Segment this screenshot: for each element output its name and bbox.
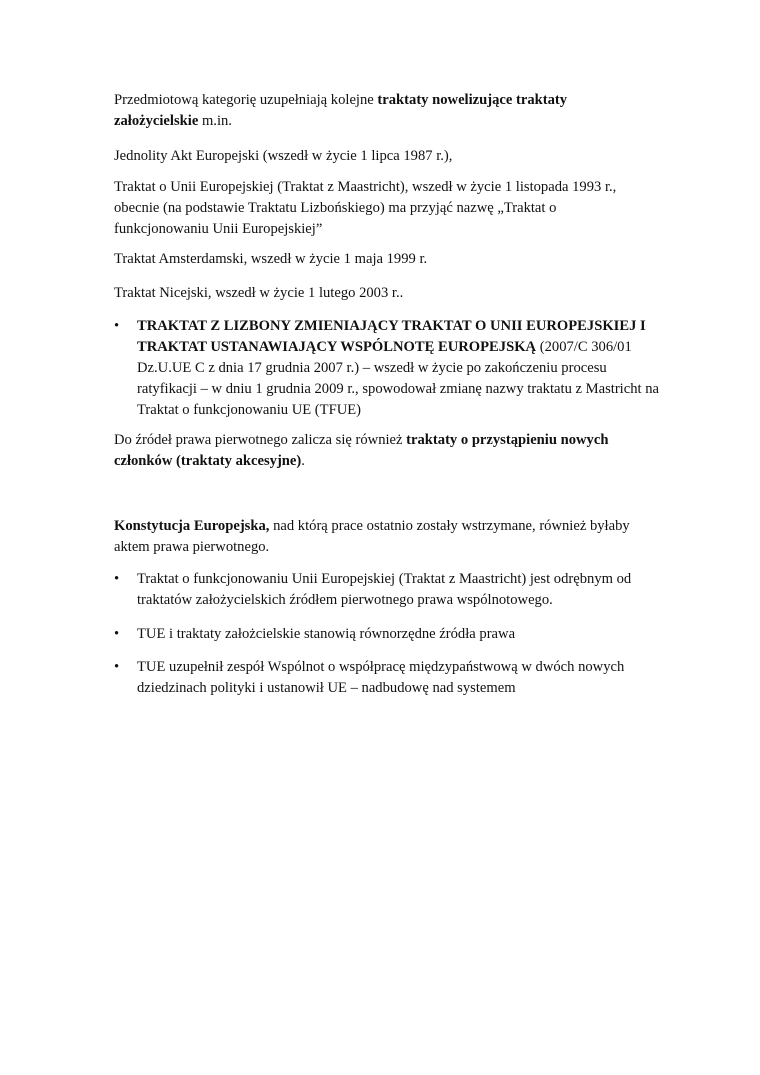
list-item: TUE uzupełnił zespół Wspólnot o współpracę międzypaństwową w dwóch nowych dziedzinach polityki i ustanowił UE – nadbudowę nad systemem bbox=[137, 659, 625, 696]
accession-paragraph bbox=[114, 430, 654, 472]
accession-text: Do źródeł prawa pierwotnego zalicza się również bbox=[114, 432, 407, 448]
accession-tail-text: . bbox=[301, 453, 305, 469]
intro-paragraph bbox=[114, 90, 654, 132]
lisbon-bold-title: TRAKTAT Z LIZBONY ZMIENIAJĄCY TRAKTAT O UNII EUROPEJSKIEJ I TRAKTAT USTANAWIAJĄCY WSPÓLNOTĘ EUROPEJSKĄ bbox=[137, 318, 646, 355]
list-item: Traktat o funkcjonowaniu Unii Europejskiej (Traktat z Maastricht) jest odrębnym od traktatów założycielskich źródłem pierwotnego prawa wspólnotowego. bbox=[137, 571, 632, 608]
intro-text: Przedmiotową kategorię uzupełniają kolejne bbox=[114, 92, 378, 108]
nice-paragraph: Traktat Nicejski, wszedł w życie 1 lutego 2003 r.. bbox=[114, 285, 404, 301]
constitution-text: nad którą prace ostatnio zostały wstrzymane, również byłaby aktem prawa pierwotnego. bbox=[114, 518, 630, 555]
accession-bold-text: traktaty o przystąpieniu nowych członków (traktaty akcesyjne) bbox=[114, 432, 609, 469]
amsterdam-paragraph: Traktat Amsterdamski, wszedł w życie 1 maja 1999 r. bbox=[114, 251, 428, 267]
maastricht-paragraph: Traktat o Unii Europejskiej (Traktat z Maastricht), wszedł w życie 1 listopada 1993 r., obecnie (na podstawie Traktatu Lizbońskiego) ma przyjąć nazwę „Traktat o funkcjonowaniu Unii Europejskiej” bbox=[114, 179, 617, 237]
bullet-marker: • bbox=[114, 318, 120, 334]
constitution-bold-text: Konstytucja Europejska, bbox=[114, 518, 270, 534]
lisbon-bullet-text bbox=[137, 316, 661, 421]
bullet-marker: • bbox=[114, 626, 120, 642]
single-european-act-paragraph: Jednolity Akt Europejski (wszedł w życie 1 lipca 1987 r.), bbox=[114, 148, 453, 164]
list-item: TUE i traktaty założcielskie stanowią równorzędne źródła prawa bbox=[137, 626, 516, 642]
constitution-paragraph bbox=[114, 516, 654, 558]
bullet-marker: • bbox=[114, 659, 120, 675]
intro-bold-text: traktaty nowelizujące traktaty założycielskie bbox=[114, 92, 568, 129]
intro-tail-text: m.in. bbox=[198, 113, 232, 129]
bullet-marker: • bbox=[114, 571, 120, 587]
lisbon-description: (2007/C 306/01 Dz.U.UE C z dnia 17 grudnia 2007 r.) – wszedł w życie po zakończeniu procesu ratyfikacji – w dniu 1 grudnia 2009 r., spowodował zmianę nazwy traktatu z Mastricht na Traktat o funkcjonowaniu UE (TFUE) bbox=[137, 339, 659, 418]
